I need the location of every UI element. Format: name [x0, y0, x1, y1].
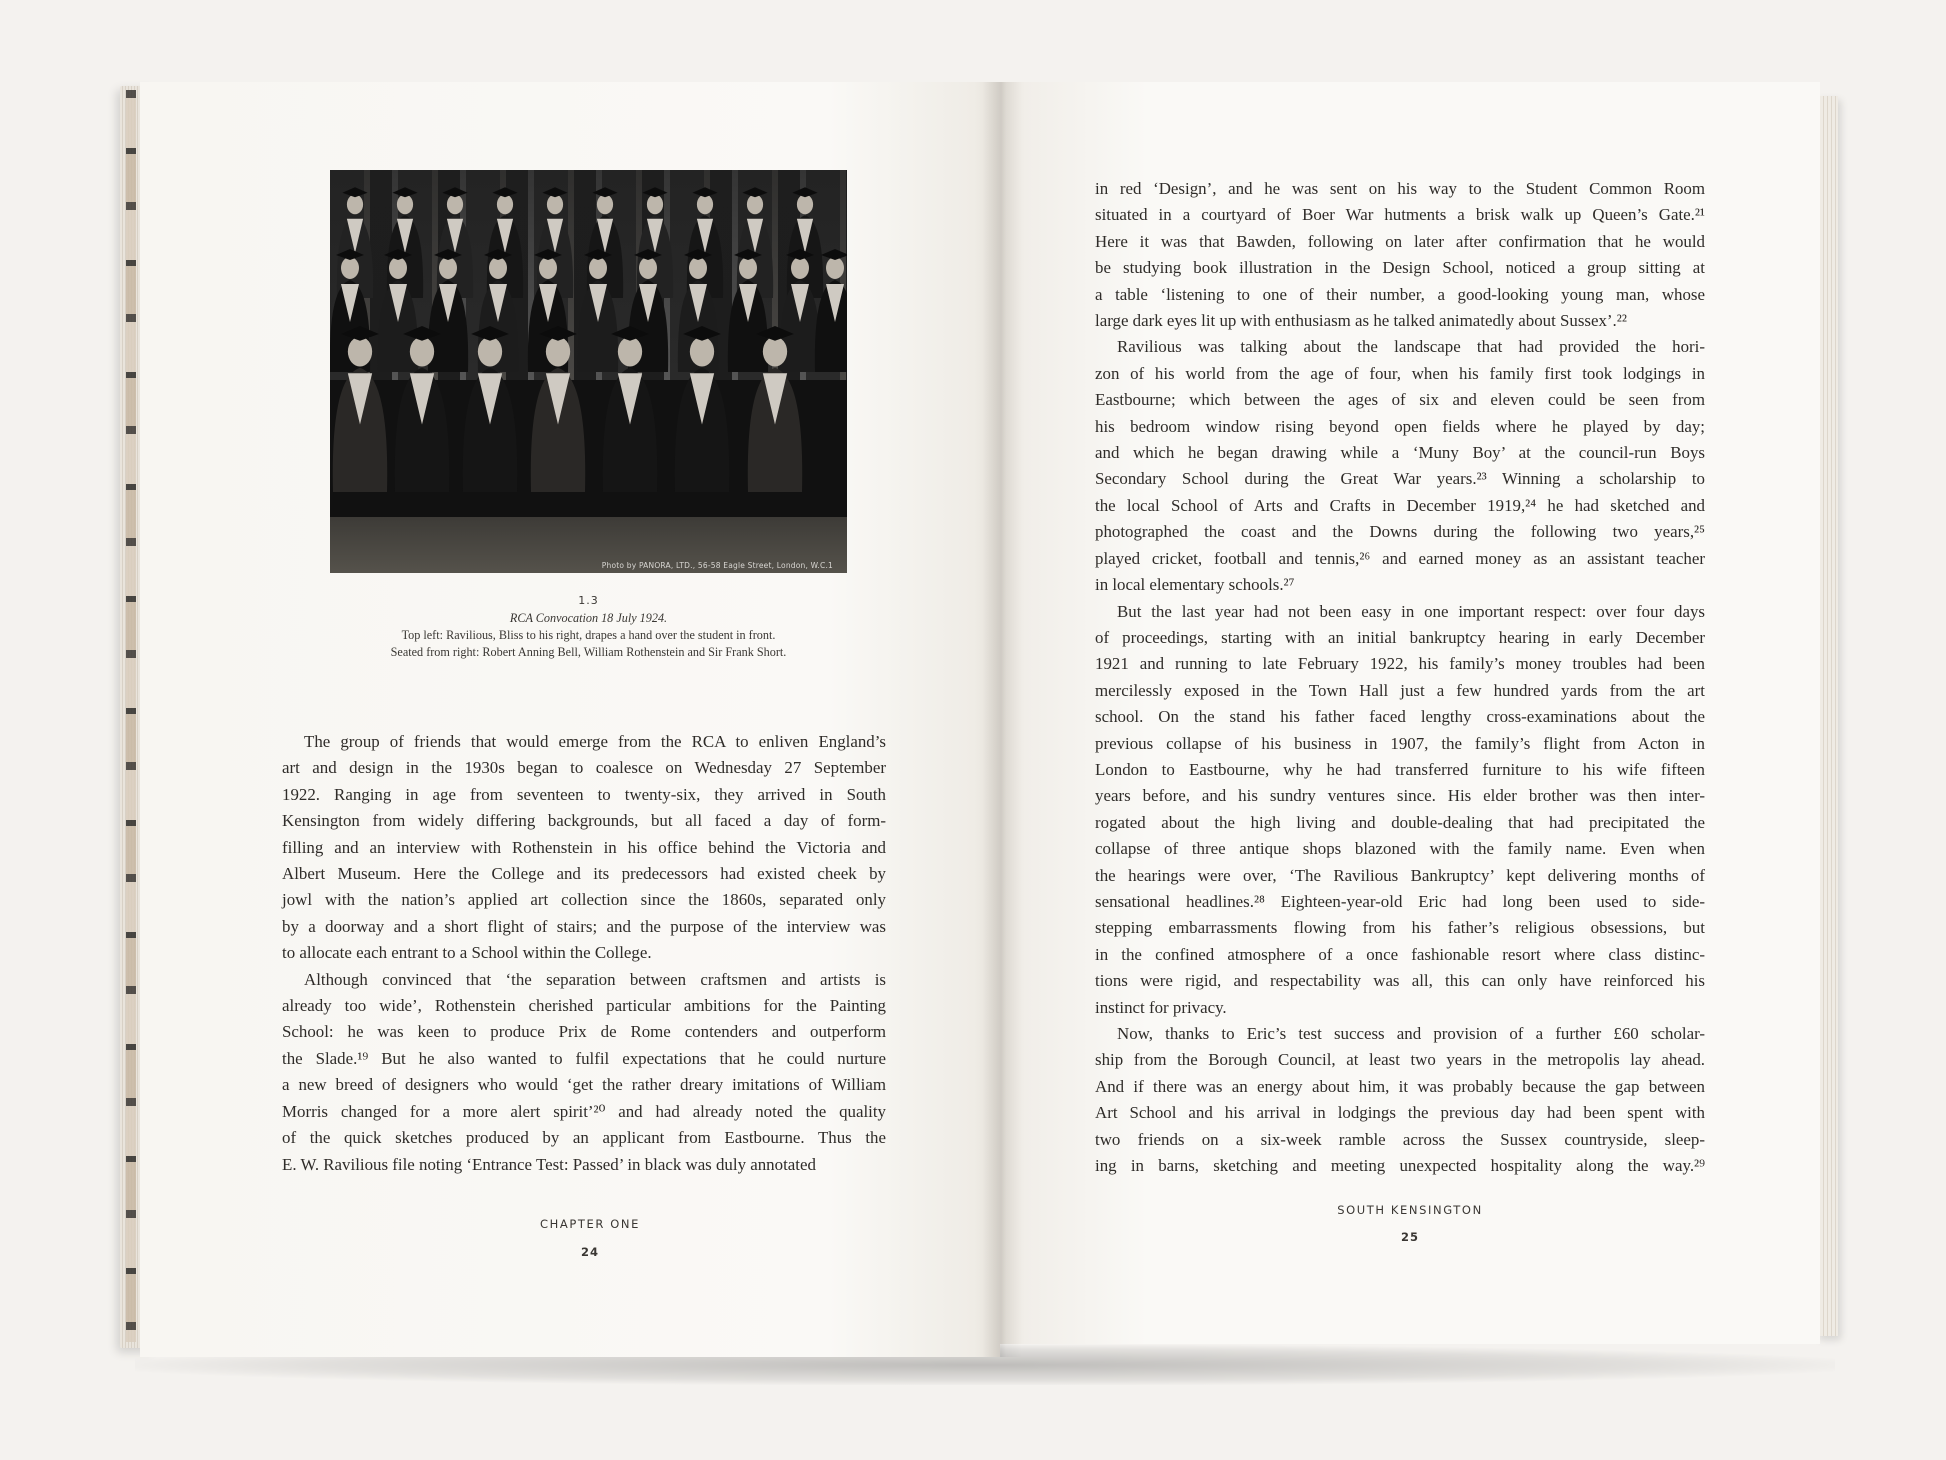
photo-credit: Photo by PANORA, LTD., 56-58 Eagle Street, London, W.C.1: [601, 561, 833, 570]
text-line: school. On the stand his father faced lengthy cross-examinations about the: [1095, 707, 1705, 727]
text-line: Secondary School during the Great War years.²³ Winning a scholarship to: [1095, 469, 1705, 489]
right-page-body-text: [1095, 176, 1705, 1179]
text-line: E. W. Ravilious file noting ‘Entrance Test: Passed’ in black was duly annotated: [282, 1154, 816, 1174]
text-line: and which he began drawing while a ‘Muny Boy’ at the council-run Boys: [1095, 443, 1705, 463]
text-line: Albert Museum. Here the College and its predecessors had existed cheek by: [282, 864, 886, 884]
text-line: Although convinced that ‘the separation between craftsmen and artists is: [304, 969, 886, 989]
text-line: played cricket, football and tennis,²⁶ and earned money as an assistant teacher: [1095, 548, 1705, 568]
figure-caption-line-1: Top left: Ravilious, Bliss to his right, drapes a hand over the student in front.: [401, 628, 776, 642]
text-line: sensational headlines.²⁸ Eighteen-year-old Eric had long been used to side-: [1095, 891, 1705, 911]
text-line: And if there was an energy about him, it was probably because the gap between: [1095, 1076, 1705, 1096]
text-line: Now, thanks to Eric’s test success and provision of a further £60 scholar-: [1117, 1024, 1705, 1043]
text-line: collapse of three antique shops blazoned with the family name. Even when: [1095, 839, 1705, 859]
text-line: zon of his world from the age of four, when his family first took lodgings in: [1095, 363, 1705, 383]
figure-title: RCA Convocation 18 July 1924.: [509, 611, 668, 625]
text-line: ing in barns, sketching and meeting unexpected hospitality along the way.²⁹: [1095, 1156, 1705, 1176]
text-line: the Slade.¹⁹ But he also wanted to fulfil expectations that he could nurture: [282, 1048, 886, 1068]
text-line: of proceedings, starting with an initial bankruptcy hearing in early December: [1095, 627, 1705, 647]
text-line: 1922. Ranging in age from seventeen to twenty-six, they arrived in South: [282, 784, 886, 804]
page-number-left: 24: [580, 1245, 599, 1259]
text-line: School: he was keen to produce Prix de Rome contenders and outperform: [282, 1022, 886, 1042]
text-line: The group of friends that would emerge from the RCA to enliven England’s: [304, 732, 886, 751]
text-line: large dark eyes lit up with enthusiasm as he talked animatedly about Sussex’.²²: [1095, 311, 1627, 331]
photo-group-figures: [330, 170, 847, 573]
text-line: But the last year had not been easy in one important respect: over four days: [1117, 601, 1705, 621]
text-line: situated in a courtyard of Boer War hutments a brisk walk up Queen’s Gate.²¹: [1095, 205, 1705, 225]
convocation-photo: [330, 170, 847, 573]
text-line: in local elementary schools.²⁷: [1095, 575, 1295, 595]
text-line: already too wide’, Rothenstein cherished particular ambitions for the Painting: [282, 996, 886, 1016]
text-line: Kensington from widely differing backgrounds, but all faced a day of form-: [282, 811, 886, 831]
text-line: photographed the coast and the Downs during the following two years,²⁵: [1095, 522, 1705, 542]
text-line: a table ‘listening to one of their number, a good-looking young man, whose: [1095, 284, 1705, 304]
text-line: by a doorway and a short flight of stairs; and the purpose of the interview was: [282, 916, 886, 936]
running-head-right: SOUTH KENSINGTON: [1337, 1203, 1483, 1217]
text-line: his bedroom window rising beyond open fields where he played by day;: [1095, 416, 1705, 436]
text-line: mercilessly exposed in the Town Hall just a few hundred yards from the art: [1095, 680, 1705, 700]
page-number-right: 25: [1400, 1230, 1419, 1244]
text-line: Morris changed for a more alert spirit’²⁰ and had already noted the quality: [282, 1101, 886, 1121]
text-line: 1921 and running to late February 1922, his family’s money troubles had been: [1095, 654, 1705, 674]
text-line: in red ‘Design’, and he was sent on his way to the Student Common Room: [1095, 179, 1705, 198]
figure-caption-line-2: Seated from right: Robert Anning Bell, William Rothenstein and Sir Frank Short.: [390, 645, 787, 659]
text-line: be studying book illustration in the Design School, noticed a group sitting at: [1095, 258, 1705, 278]
text-line: to allocate each entrant to a School within the College.: [282, 943, 652, 963]
text-line: filling and an interview with Rothenstein in his office behind the Victoria and: [282, 837, 886, 857]
text-line: Eastbourne; which between the ages of six and eleven could be seen from: [1095, 390, 1705, 410]
text-line: two friends on a six-week ramble across the Sussex countryside, sleep-: [1095, 1129, 1705, 1149]
text-line: a new breed of designers who would ‘get the rather dreary imitations of William: [282, 1075, 886, 1095]
text-line: previous collapse of his business in 1907, the family’s flight from Acton in: [1095, 733, 1705, 753]
figure-number: 1.3: [578, 594, 599, 607]
text-line: ship from the Borough Council, at least two years in the metropolis lay ahead.: [1095, 1050, 1705, 1070]
text-line: London to Eastbourne, why he had transferred furniture to his wife fifteen: [1095, 759, 1705, 779]
text-line: the local School of Arts and Crafts in December 1919,²⁴ he had sketched and: [1095, 495, 1705, 515]
text-line: in the confined atmosphere of a once fashionable resort where class distinc-: [1095, 944, 1705, 964]
text-line: rogated about the high living and double-dealing that had precipitated the: [1095, 812, 1705, 832]
book-gutter: [982, 82, 1022, 1357]
left-page-body-text: [282, 729, 886, 1178]
text-line: years before, and his sundry ventures since. His elder brother was then inter-: [1095, 786, 1705, 806]
text-line: art and design in the 1930s began to coalesce on Wednesday 27 September: [282, 758, 886, 778]
text-line: jowl with the nation’s applied art collection since the 1860s, separated only: [282, 890, 886, 910]
text-line: Here it was that Bawden, following on later after confirmation that he would: [1095, 231, 1705, 251]
text-line: the hearings were over, ‘The Ravilious Bankruptcy’ kept delivering months of: [1095, 865, 1705, 885]
text-line: Art School and his arrival in lodgings the previous day had been spent with: [1095, 1103, 1705, 1123]
text-line: instinct for privacy.: [1095, 997, 1227, 1017]
text-line: Ravilious was talking about the landscape that had provided the hori-: [1117, 337, 1705, 357]
text-line: of the quick sketches produced by an applicant from Eastbourne. Thus the: [282, 1128, 886, 1148]
running-head-left: CHAPTER ONE: [540, 1217, 640, 1231]
spine-strip: [126, 90, 136, 1342]
text-line: tions were rigid, and respectability was all, this can only have reinforced his: [1095, 971, 1705, 991]
text-line: stepping embarrassments flowing from his father’s religious obsessions, but: [1095, 918, 1705, 938]
